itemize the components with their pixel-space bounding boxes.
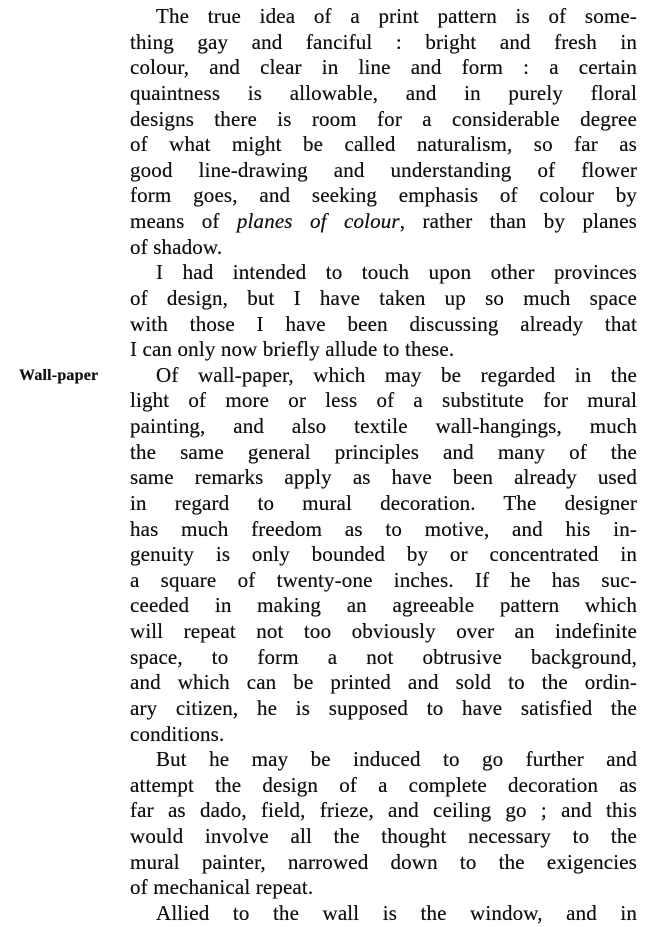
text-line: has much freedom as to motive, and his in- xyxy=(130,516,637,541)
text-line: the same general principles and many of the xyxy=(130,439,637,464)
text-line: will repeat not too obviously over an indefinite xyxy=(130,619,637,643)
text-line: space, to form a not obtrusive background, xyxy=(130,644,637,669)
text-line: good line-drawing and understanding of flower xyxy=(130,157,637,182)
text-line: The true idea of a print pattern is of some- xyxy=(156,4,637,28)
text-line: I had intended to touch upon other provinces xyxy=(156,260,637,285)
text-line: and which can be printed and sold to the ordin- xyxy=(130,670,637,695)
text-line: ary citizen, he is supposed to have satisfied the xyxy=(130,695,637,720)
text-line: of design, but I have taken up so much space xyxy=(130,285,637,310)
paragraph xyxy=(130,4,637,260)
text-line: designs there is room for a considerable degree xyxy=(130,106,637,131)
text-line: would involve all the thought necessary to the xyxy=(130,824,637,848)
text-line: quaintness is allowable, and in purely floral xyxy=(130,80,637,105)
text-line: I can only now briefly allude to these. xyxy=(130,337,455,362)
text-line: of what might be called naturalism, so far as xyxy=(130,132,637,157)
text-line: conditions. xyxy=(130,721,225,746)
text-line: far as dado, field, frieze, and ceiling go ; and this xyxy=(130,798,637,823)
text-line: a square of twenty-one inches. If he has suc- xyxy=(130,567,637,592)
text-line: in regard to mural decoration. The designer xyxy=(130,490,637,515)
italic-phrase: planes of colour xyxy=(236,209,400,233)
margin-note: Wall-paper xyxy=(19,367,99,384)
text-line: mural painter, narrowed down to the exigencies xyxy=(130,849,637,874)
text-line xyxy=(130,209,637,235)
text-line: ceeded in making an agreeable pattern which xyxy=(130,593,637,618)
text-segment: , rather than by planes xyxy=(399,209,638,233)
text-segment: means of xyxy=(130,209,237,233)
text-line: attempt the design of a complete decoration as xyxy=(130,772,637,797)
text-line: thing gay and fanciful : bright and fresh in xyxy=(130,29,637,54)
text-line: But he may be induced to go further and xyxy=(156,747,637,772)
paragraph xyxy=(130,260,637,363)
text-line: Of wall-paper, which may be regarded in the xyxy=(156,362,637,387)
text-line: painting, and also textile wall-hangings, much xyxy=(130,414,637,438)
text-line: same remarks apply as have been already used xyxy=(130,465,637,490)
paragraph xyxy=(130,363,637,747)
text-line: of shadow. xyxy=(130,234,223,259)
text-line: Allied to the wall is the window, and in xyxy=(156,900,637,925)
text-line: with those I have been discussing already that xyxy=(130,311,637,336)
text-line: light of more or less of a substitute for mural xyxy=(130,388,637,413)
text-line: genuity is only bounded by or concentrated in xyxy=(130,542,637,567)
page-text xyxy=(130,4,637,927)
text-line: form goes, and seeking emphasis of colour by xyxy=(130,183,637,208)
paragraph xyxy=(130,747,637,901)
text-line: colour, and clear in line and form : a certain xyxy=(130,55,637,80)
text-line: of mechanical repeat. xyxy=(130,875,314,900)
